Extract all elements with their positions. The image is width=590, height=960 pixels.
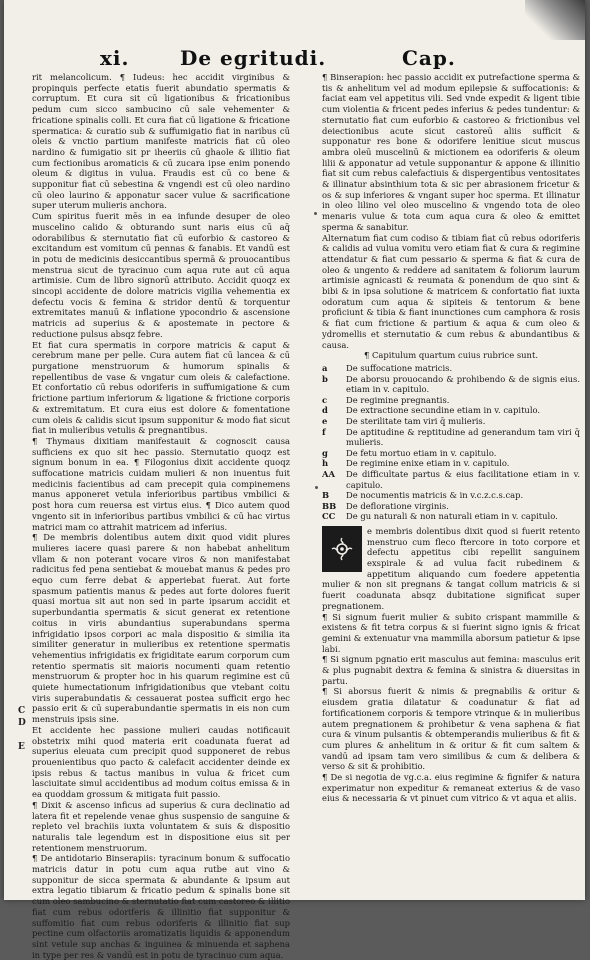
rubric-item — [322, 416, 580, 427]
rubric-key: f — [322, 426, 326, 437]
rubric-text: De regimine pregnantis. — [346, 394, 450, 405]
rubric-item — [322, 490, 580, 501]
rubric-key: b — [322, 373, 328, 384]
rubric-key: AA — [322, 468, 335, 479]
left-paragraph: rit melancolicum. ¶ Iudeus: hec accidit virginibus & propinquis perfecte etatis fuerit abundatio spermatis & corruptum. Et cura sit cū ligationibus & fricationibus pedum cum sicco sambucino cū sale vehementer & fricatione spinalis colli. Et cura fiat cū ligatione & fricatione spermatica: & curatio sub & suffumigatio fiat in naribus cū oleis & vnctio partium manifeste matricis fiat cū oleo nardino & fumigatio sit pr iheeriis cū ghaole & illitio fiat cum fectionibus aromaticis & cū zucara ipse enim ponendo oleum & digitus in vulua. Fraudis est cū co bene & supponitur fiat cū sebestina & vngendi est cū oleo nardino cū oleo laurino & apponatur sacer vulue & sacrificatione super uterum mulieris anchora. — [32, 72, 290, 211]
rubric-item — [322, 458, 580, 469]
right-paragraph: ¶ Si aborsus fuerit & nimis & pregnabilis & oritur & eiusdem gratia dilatatur & coadunatur & fiat ad fortificationem corporis & tempore vtrinque & in mulieribus autem pregnationem & prohibetur & vena saphena & fiat cura & vinum pulsantis & obtemperandis mulieribus & fit & cum plures & anhelitum in & oritur & fit cum saltem & vandū ad ipsam tam vero similibus & cum & delibera & verso & sit & prohibitio. — [322, 686, 580, 772]
decorated-initial — [322, 526, 362, 572]
rubric-list — [322, 363, 580, 522]
left-paragraph: Et accidente hec passione mulieri caudas notificauit obstetrix mihi quod materia erit coadunata fuerat ad superius eleuata cum precipit quod supponeret de rebus prouenientibus quo pacto & calefacit accidenter deinde ex ipsis rebus & tactus manibus in vulua & fricet cum lasciuitate simul accidentibus ad modum coitus emissa & in ea quoddam grossum & mitigata fuit passio. — [32, 724, 290, 800]
floral-ornament-icon — [330, 536, 354, 562]
left-paragraph: Cum spiritus fuerit mēs in ea infunde desuper de oleo muscelino calido & obturando sunt naris eius cū aq̄ odorabilibus & sternutatio fiat cū euforbio & castoreo & excitandum est vomitum cū pennas & fanabis. Et vandū est in potu de medicinis desiccantibus spermā & prouocantibus menstrua sicut de tyracinuo cum aqua rute aut cū aqua artimisie. Cum de libro signorū attributo. Accidit quoqz ex sincopi accidente de dolore matricis vigilia vehementia ex defectu vocis & femina & stridor dentū & torquentur extremitates manuū & inflatione ypocondrio & ascensione matricis ad superius & & apostemate in pectore & reductione pulsus absqz febre. — [32, 211, 290, 339]
right-column — [322, 72, 580, 804]
chapter-heading: ¶ Capitulum quartum cuius rubrice sunt. — [364, 350, 538, 361]
rubric-text: De aptitudine & reptitudine ad generandum tam viri q̄ mulieris. — [346, 426, 580, 448]
left-paragraph: ¶ De antidotario Binserapiis: tyracinum bonum & suffocatio matricis datur in potu cum aqua rutbe aut vino & supponitur de sicca spermata & abundante & ipsum aut extra legatio tibiarum & fricatio pedum & spinalis bone sit cum oleo sambucino & sternutatio fiat cum castoreo & illitio fiat cum rebus odoriferis & illinitio fiat supponitur & suffomitio fiat cum rebus odoriferis & illinitio fiat sup pectine cum olfactoriis aromatizatis liquidis & apponendum sint vetule sup anchas & inguinea & minuenda et saphena in type per res & vandū est in potu de tyracinuo cum aqua. — [32, 853, 290, 960]
left-paragraph: ¶ Dixit & ascenso inficus ad superius & cura declinatio ad latera fit et repelende venae ghus suspensio de sanguine & repleto vel brachiis iuxta voluntatem & suis & dispositio naturalis tale legendum est in dispositione eius sit per retentionem menstruorum. — [32, 799, 290, 853]
page-corner-shadow — [525, 0, 585, 40]
margin-letter: D — [18, 718, 26, 728]
right-paragraph: ¶ De si negotia de vg.c.a. eius regimine & fignifer & natura experimatur non expeditur & remaneat exterius & de vaso eius & necessaria & vt pinuet cum vitrico & vt aqua et aliis. — [322, 772, 580, 804]
margin-dot — [315, 486, 318, 489]
rubric-item — [322, 448, 580, 459]
rubric-item — [322, 501, 580, 512]
folio-number: xi. — [100, 46, 130, 70]
left-column — [32, 72, 290, 960]
rubric-key: e — [322, 415, 328, 426]
left-paragraph: Et fiat cura spermatis in corpore matricis & caput & cerebrum mane per pelle. Cura autem fiat cū lancea & cū purgatione menstruorum & humorum spinalis & repellentibus de vase & vngatur cum oleis & calefactione. Et confortatio cū rebus odoriferis in suffumigatione & cum frictione partium inferiorum & ligatione & frictione corporis & extremitatum. Et cura eius est dolore & fomentatione cum oleis & calidis sicut ipsum supponitur & modo fiat sicut fiat in mulieribus vetulis & pregnantibus. — [32, 339, 290, 436]
rubric-text: De defloratione virginis. — [346, 500, 449, 511]
rubric-text: De extractione secundine etiam in v. capitulo. — [346, 405, 541, 416]
rubric-text: De suffocatione matricis. — [346, 362, 453, 373]
rubric-text: De difficultate partus & eius facilitatione etiam in v. capitulo. — [346, 468, 580, 490]
rubric-item — [322, 363, 580, 374]
rubric-item — [322, 469, 580, 490]
rubric-text: De nocumentis matricis & in v.c.z.c.s.cap. — [346, 490, 524, 501]
rubric-key: B — [322, 490, 330, 501]
rubric-item — [322, 395, 580, 406]
rubric-key: a — [322, 362, 328, 373]
rubric-item — [322, 405, 580, 416]
running-title: De egritudi. — [180, 46, 327, 70]
rubric-text: De gu naturali & non naturali etiam in v. capitulo. — [346, 511, 558, 522]
book-page — [4, 0, 585, 960]
rubric-key: d — [322, 405, 328, 416]
rubric-key: g — [322, 447, 328, 458]
rubric-key: BB — [322, 500, 337, 511]
rubric-text: De fetu mortuo etiam in v. capitulo. — [346, 447, 497, 458]
rubric-key: CC — [322, 511, 336, 522]
right-paragraph: Alternatum fiat cum codiso & tibiam fiat cū rebus odoriferis & calidis ad vulua vomitu vero etiam fiat & cura & regimine attendatur & fiat cum pessario & sperma & fiat & cura de oleo & ungento & reddere ad sanitatem & foliorum laurum artimisie agnicasti & reumata & ponendum de quo sint & bibi & in ipsa solutione & matricem & confortatio fiat iuxta odoratum cum aqua & sipiteis & tentorum & bene proficiunt & tibia & fiant inunctiones cum camphora & rosis & fiat cum frictione & partium & aqua & cum oleo & ydromellis et sternutatio & cum rebus & abundantibus & causa. — [322, 232, 580, 350]
rubric-key: h — [322, 458, 329, 469]
rubric-text: De sterilitate tam viri q̄ mulieris. — [346, 415, 486, 426]
rubric-text: De regimine enixe etiam in v. capitulo. — [346, 458, 510, 469]
rubric-text: De aborsu prouocando & prohibendo & de signis eius. etiam in v. capitulo. — [346, 373, 580, 395]
rubric-item — [322, 374, 580, 395]
margin-dot — [314, 212, 317, 215]
initial-paragraph — [322, 526, 580, 612]
rubric-key: c — [322, 394, 328, 405]
right-paragraph: ¶ Binserapion: hec passio accidit ex putrefactione sperma & tis & anhelitum vel ad modum epilepsie & suffocationis: & faciat eam vel appetitus vili. Sed vnde expedit & ligent tibie cum violentia & fricent pedes inferius & pedes tundentur: & sternutatio fiat cum euforbio & castoreo & frictionibus vel deiectionibus acute sicut castoreū aliis sufficit & supponatur res bone & odorifere lenitiue sicut muscus ambra oleū muscelinū & mictionem ea odoriferis & oleum lilii & apponatur ad vetule supponantur & appone & illinitio fiat sit cum rebus calefactiuis & dispergentibus ventositates & illinatur absinthium tota & sic per abrasionem fricetur & os & sup inferiores & vngant super hoc sperma. Et illinatur in oleo lilino vel oleo muscelino & vngendo tota de oleo menaris vulue & tota cum aqua cura & oleo & emittet sperma & sanabitur. — [322, 72, 580, 232]
rubric-item — [322, 427, 580, 448]
left-paragraph: ¶ Thymaus dixitiam manifestauit & cognoscit causa sufficiens ex quo sit hec passio. Sternutatio quoqz est signum bonum in ea. ¶ Filogonius dixit accidente quoqz suffocatione matricis cuidam mulieri & non inuentus fuit medicinis facientibus ad cam precepit quia compinemens manus apponeret vetula inferioribus partibus vmbilici & post hora cum reuersa est virtus eius. ¶ Dico autem quod vngento sit in inferioribus partibus vmbilici & cū hac virtus matrici mam co attrahit matricem ad inferius. — [32, 435, 290, 532]
running-chapter: Cap. — [402, 46, 456, 70]
right-paragraph: ¶ Si signum fuerit mulier & subito crispant mammille & existens & fit tetra corpus & si fuerint signo ignis & fricat gemini & extenuatur vna mammilla aborsum patietur & ipse labi. — [322, 611, 580, 654]
margin-letter: C — [18, 706, 26, 716]
rubric-item — [322, 511, 580, 522]
left-paragraph: ¶ De membris dolentibus autem dixit quod vidit plures mulieres iacere quasi parere & non habebat anhelitum vllam & non poterant vocare viros & non manifestabat radicitus fed pena sentiebat & mouebat manus & pedes pro equo cum ferre debat & apperiebat fuerat. Aut forte spasmum patientis manus & pedes aut forte dolores fuerit quasi mortua sit aut non sed in parte ipsarum accidit et superbundantia spermatis & sicut generat ex retentione coitus in viris abundantius superabundans sperma infrigidatio ipsos corpori ac mala dispositio & similia ita similiter generatur in mulieribus ex retentione spermatis vehementius infrigidatis ex frigiditate earum corporum cum retentio spermatis sit maioris nocumenti quam retentio menstruorum & propter hoc in his quarum regimine est cū quiete humectationum infrigidationibus que vtebant coitu viris superabundatis & cessauerat postea sufficit ergo hec passio erit & cū superabundantie spermatis in eis non cum menstruis ipsis sine. — [32, 532, 290, 725]
right-paragraph: ¶ Si signum pgnatio erit masculus aut femina: masculus erit & plus pugnabit dextra & femina & sinistra & diuersitas in partu. — [322, 654, 580, 686]
right-paragraph: e membris dolentibus dixit quod si fuerit retento menstruo cum fleco ftercore in toto corpore et defectu appetitus cibi repellit sanguinem exspirale & ad vulua facit rubedinem & appetitum aliquando cum foedere appetentia mulier & non sit pregnans & tangat collum matricis & si fuerit coadunata absqz dubitatione significat super pregnationem. — [322, 525, 580, 611]
margin-letter: E — [18, 742, 25, 752]
